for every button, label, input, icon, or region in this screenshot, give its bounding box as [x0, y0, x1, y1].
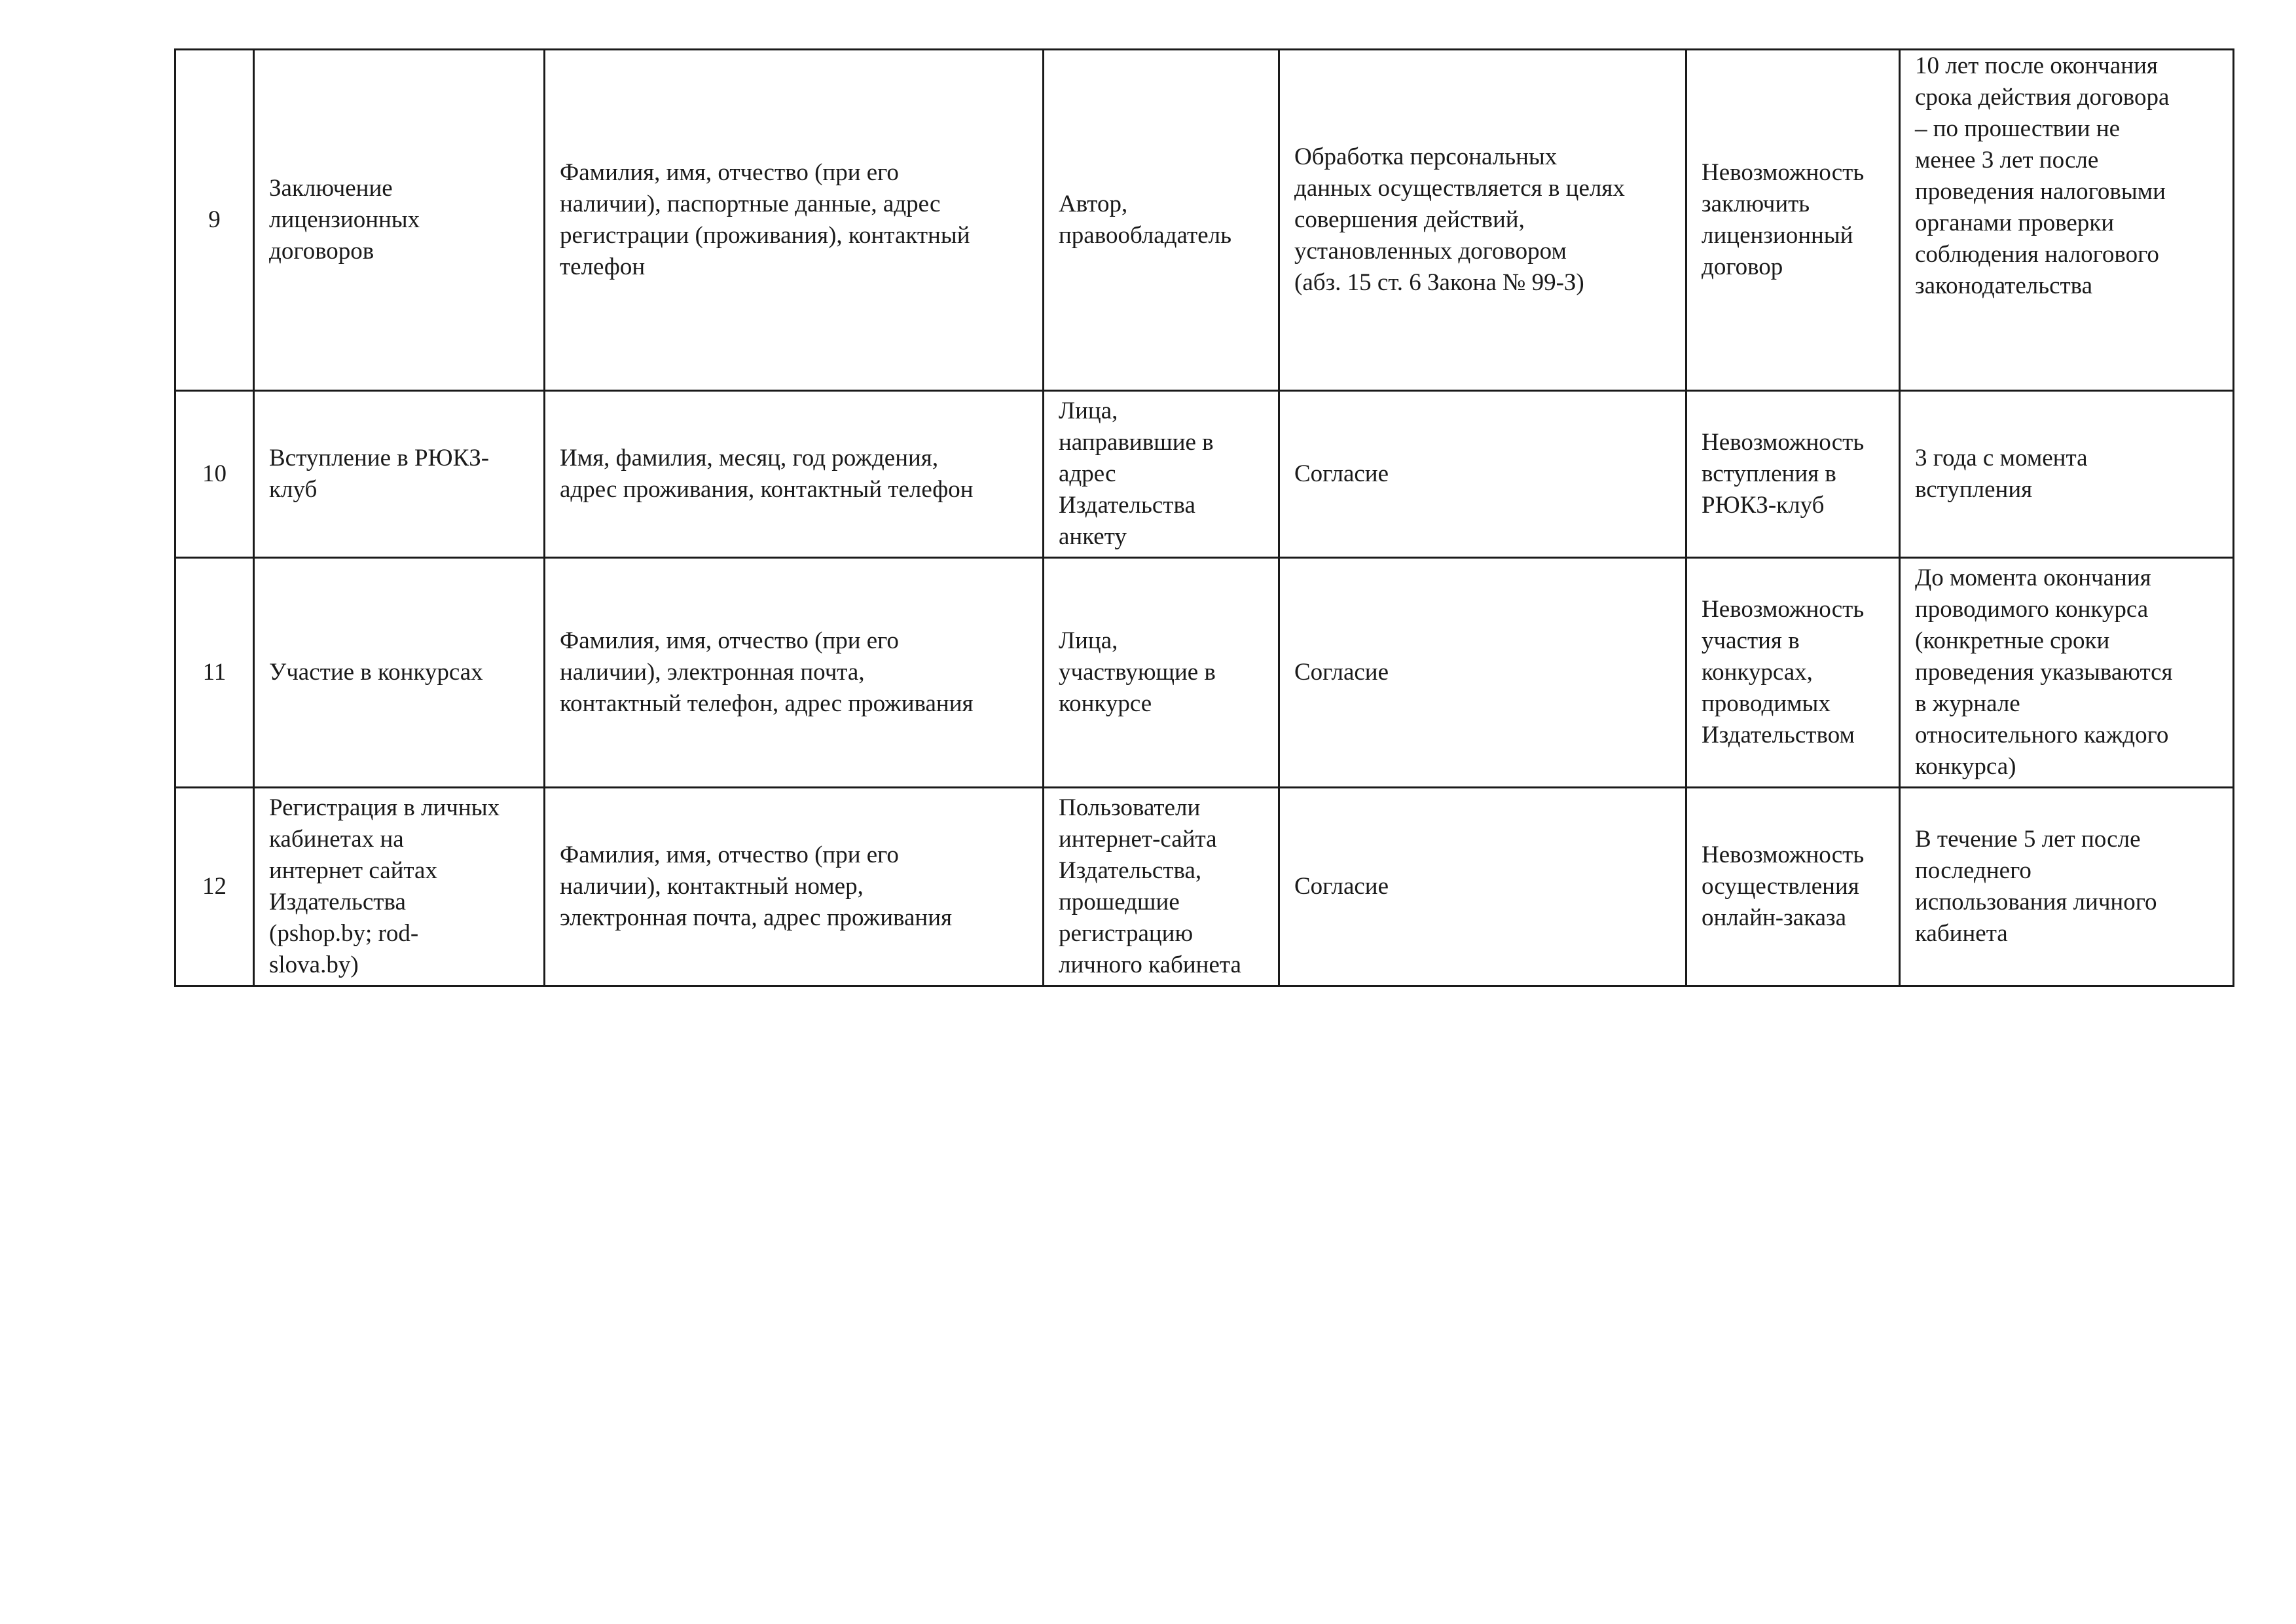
purpose-cell: Заключение лицензионных договоров — [254, 50, 545, 391]
subjects-cell: Автор, правообладатель — [1044, 50, 1279, 391]
retention-period-cell: В течение 5 лет после последнего использования личного кабинета — [1900, 788, 2234, 986]
purpose-cell: Участие в конкурсах — [254, 558, 545, 788]
table-row — [175, 50, 2234, 391]
retention-period-cell: 10 лет после окончания срока действия договора – по прошествии не менее 3 лет после проведения налоговыми органами проверки соблюдения налогового законодательства — [1900, 50, 2234, 391]
subjects-cell: Лица, участвующие в конкурсе — [1044, 558, 1279, 788]
row-number-cell: 10 — [175, 391, 254, 558]
data-list-cell: Фамилия, имя, отчество (при его наличии), контактный номер, электронная почта, адрес проживания — [545, 788, 1044, 986]
purpose-cell: Вступление в РЮКЗ- клуб — [254, 391, 545, 558]
row-number-cell: 12 — [175, 788, 254, 986]
purpose-cell: Регистрация в личных кабинетах на интернет сайтах Издательства (pshop.by; rod- slova.by) — [254, 788, 545, 986]
table-row — [175, 391, 2234, 558]
row-number-cell: 9 — [175, 50, 254, 391]
table-row — [175, 558, 2234, 788]
row-number-cell: 11 — [175, 558, 254, 788]
data-list-cell: Фамилия, имя, отчество (при его наличии), паспортные данные, адрес регистрации (проживания), контактный телефон — [545, 50, 1044, 391]
consequence-cell: Невозможность заключить лицензионный договор — [1686, 50, 1900, 391]
legal-basis-cell: Согласие — [1279, 558, 1686, 788]
consequence-cell: Невозможность вступления в РЮКЗ-клуб — [1686, 391, 1900, 558]
retention-period-cell: 3 года с момента вступления — [1900, 391, 2234, 558]
legal-basis-cell: Согласие — [1279, 788, 1686, 986]
consequence-cell: Невозможность осуществления онлайн-заказа — [1686, 788, 1900, 986]
table-row — [175, 788, 2234, 986]
legal-basis-cell: Согласие — [1279, 391, 1686, 558]
data-list-cell: Фамилия, имя, отчество (при его наличии), электронная почта, контактный телефон, адрес проживания — [545, 558, 1044, 788]
retention-period-cell: До момента окончания проводимого конкурса (конкретные сроки проведения указываются в журнале относительного каждого конкурса) — [1900, 558, 2234, 788]
subjects-cell: Лица, направившие в адрес Издательства анкету — [1044, 391, 1279, 558]
subjects-cell: Пользователи интернет-сайта Издательства, прошедшие регистрацию личного кабинета — [1044, 788, 1279, 986]
personal-data-table — [174, 48, 2234, 987]
consequence-cell: Невозможность участия в конкурсах, проводимых Издательством — [1686, 558, 1900, 788]
data-list-cell: Имя, фамилия, месяц, год рождения, адрес проживания, контактный телефон — [545, 391, 1044, 558]
legal-basis-cell: Обработка персональных данных осуществляется в целях совершения действий, установленных договором (абз. 15 ст. 6 Закона № 99-З) — [1279, 50, 1686, 391]
